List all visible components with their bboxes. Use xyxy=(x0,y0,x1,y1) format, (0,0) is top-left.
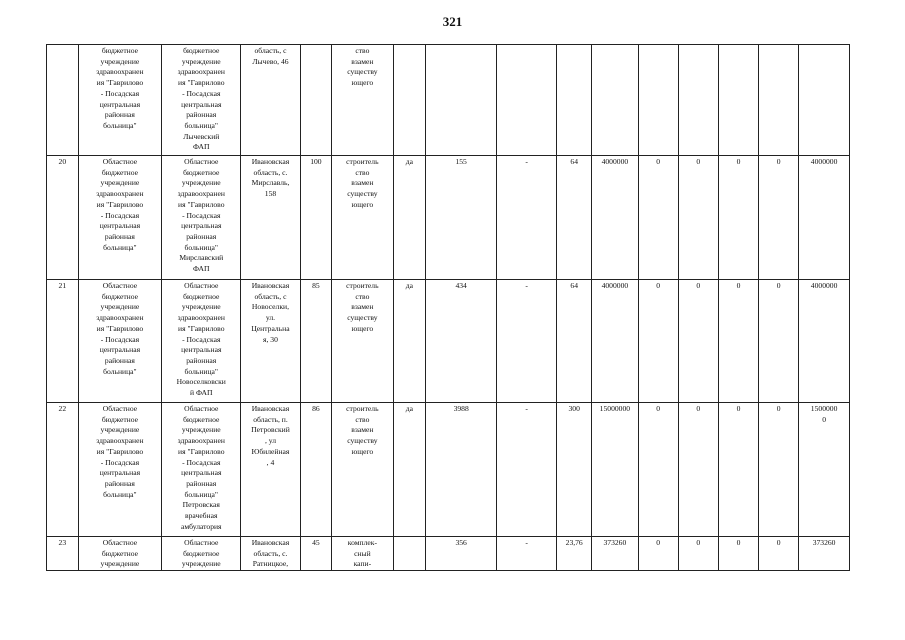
cell-c10: 373260 xyxy=(592,537,638,571)
cell-c4: 45 xyxy=(300,537,332,571)
cell-c15 xyxy=(799,45,850,156)
cell-c6: да xyxy=(393,156,426,280)
cell-c13: 0 xyxy=(718,403,758,537)
cell-c8 xyxy=(497,45,557,156)
cell-address: Ивановская область, с. Ратницкое, xyxy=(241,537,300,571)
cell-address: Ивановская область, с Новоселки, ул. Центральна я, 30 xyxy=(241,280,300,403)
cell-c12: 0 xyxy=(678,156,718,280)
cell-c14: 0 xyxy=(759,280,799,403)
cell-c8: - xyxy=(497,403,557,537)
page-number: 321 xyxy=(442,14,463,29)
cell-c4: 86 xyxy=(300,403,332,537)
cell-c11: 0 xyxy=(638,403,678,537)
cell-c10: 4000000 xyxy=(592,280,638,403)
cell-address: область, с Лычево, 46 xyxy=(241,45,300,156)
cell-c11: 0 xyxy=(638,156,678,280)
cell-c14: 0 xyxy=(759,403,799,537)
cell-c11 xyxy=(638,45,678,156)
cell-c15: 1500000 0 xyxy=(799,403,850,537)
cell-c10: 15000000 xyxy=(592,403,638,537)
cell-c6: да xyxy=(393,403,426,537)
cell-c12: 0 xyxy=(678,537,718,571)
cell-number: 21 xyxy=(47,280,79,403)
table-row xyxy=(47,537,850,571)
cell-c6: да xyxy=(393,280,426,403)
cell-c10 xyxy=(592,45,638,156)
cell-number xyxy=(47,45,79,156)
cell-c8: - xyxy=(497,156,557,280)
cell-c8: - xyxy=(497,280,557,403)
cell-work-type: строитель ство взамен существу ющего xyxy=(332,403,393,537)
cell-c13: 0 xyxy=(718,156,758,280)
cell-c13: 0 xyxy=(718,537,758,571)
cell-c6 xyxy=(393,45,426,156)
cell-c14: 0 xyxy=(759,537,799,571)
cell-c4 xyxy=(300,45,332,156)
cell-c10: 4000000 xyxy=(592,156,638,280)
cell-c13: 0 xyxy=(718,280,758,403)
cell-c9: 64 xyxy=(557,280,592,403)
cell-c9: 23,76 xyxy=(557,537,592,571)
table-row xyxy=(47,45,850,156)
cell-facility: Областное бюджетное учреждение здравоохранен ия "Гаврилово - Посадская центральная районная больница" Мирславский ФАП xyxy=(162,156,241,280)
cell-organization: бюджетное учреждение здравоохранен ия "Гаврилово - Посадская центральная районная больница" xyxy=(78,45,161,156)
cell-c15: 4000000 xyxy=(799,156,850,280)
cell-c4: 100 xyxy=(300,156,332,280)
data-table xyxy=(46,44,850,571)
cell-c7 xyxy=(426,45,497,156)
cell-c7: 356 xyxy=(426,537,497,571)
cell-number: 20 xyxy=(47,156,79,280)
cell-c15: 4000000 xyxy=(799,280,850,403)
cell-work-type: ство взамен существу ющего xyxy=(332,45,393,156)
cell-facility: бюджетное учреждение здравоохранен ия "Гаврилово - Посадская центральная районная больница" Лычевский ФАП xyxy=(162,45,241,156)
cell-c12: 0 xyxy=(678,403,718,537)
cell-c12 xyxy=(678,45,718,156)
cell-number: 22 xyxy=(47,403,79,537)
cell-c9 xyxy=(557,45,592,156)
cell-address: Ивановская область, п. Петровский , ул Юбилейная , 4 xyxy=(241,403,300,537)
cell-c8: - xyxy=(497,537,557,571)
cell-organization: Областное бюджетное учреждение здравоохранен ия "Гаврилово - Посадская центральная районная больница" xyxy=(78,156,161,280)
cell-organization: Областное бюджетное учреждение здравоохранен ия "Гаврилово - Посадская центральная районная больница" xyxy=(78,403,161,537)
cell-c14 xyxy=(759,45,799,156)
table-row xyxy=(47,403,850,537)
cell-facility: Областное бюджетное учреждение здравоохранен ия "Гаврилово - Посадская центральная районная больница" Новоселковски й ФАП xyxy=(162,280,241,403)
cell-c15: 373260 xyxy=(799,537,850,571)
cell-facility: Областное бюджетное учреждение xyxy=(162,537,241,571)
cell-c7: 155 xyxy=(426,156,497,280)
cell-c7: 3988 xyxy=(426,403,497,537)
cell-c11: 0 xyxy=(638,537,678,571)
cell-c9: 300 xyxy=(557,403,592,537)
cell-c12: 0 xyxy=(678,280,718,403)
cell-facility: Областное бюджетное учреждение здравоохранен ия "Гаврилово - Посадская центральная районная больница" Петровская врачебная амбулатория xyxy=(162,403,241,537)
cell-number: 23 xyxy=(47,537,79,571)
cell-c7: 434 xyxy=(426,280,497,403)
cell-c14: 0 xyxy=(759,156,799,280)
cell-work-type: строитель ство взамен существу ющего xyxy=(332,156,393,280)
table-row xyxy=(47,156,850,280)
cell-work-type: строитель ство взамен существу ющего xyxy=(332,280,393,403)
cell-organization: Областное бюджетное учреждение xyxy=(78,537,161,571)
cell-c13 xyxy=(718,45,758,156)
cell-c6 xyxy=(393,537,426,571)
cell-address: Ивановская область, с. Мирславль, 158 xyxy=(241,156,300,280)
cell-organization: Областное бюджетное учреждение здравоохранен ия "Гаврилово - Посадская центральная районная больница" xyxy=(78,280,161,403)
cell-c9: 64 xyxy=(557,156,592,280)
cell-c4: 85 xyxy=(300,280,332,403)
cell-work-type: комплек- сный капи- xyxy=(332,537,393,571)
cell-c11: 0 xyxy=(638,280,678,403)
table-row xyxy=(47,280,850,403)
